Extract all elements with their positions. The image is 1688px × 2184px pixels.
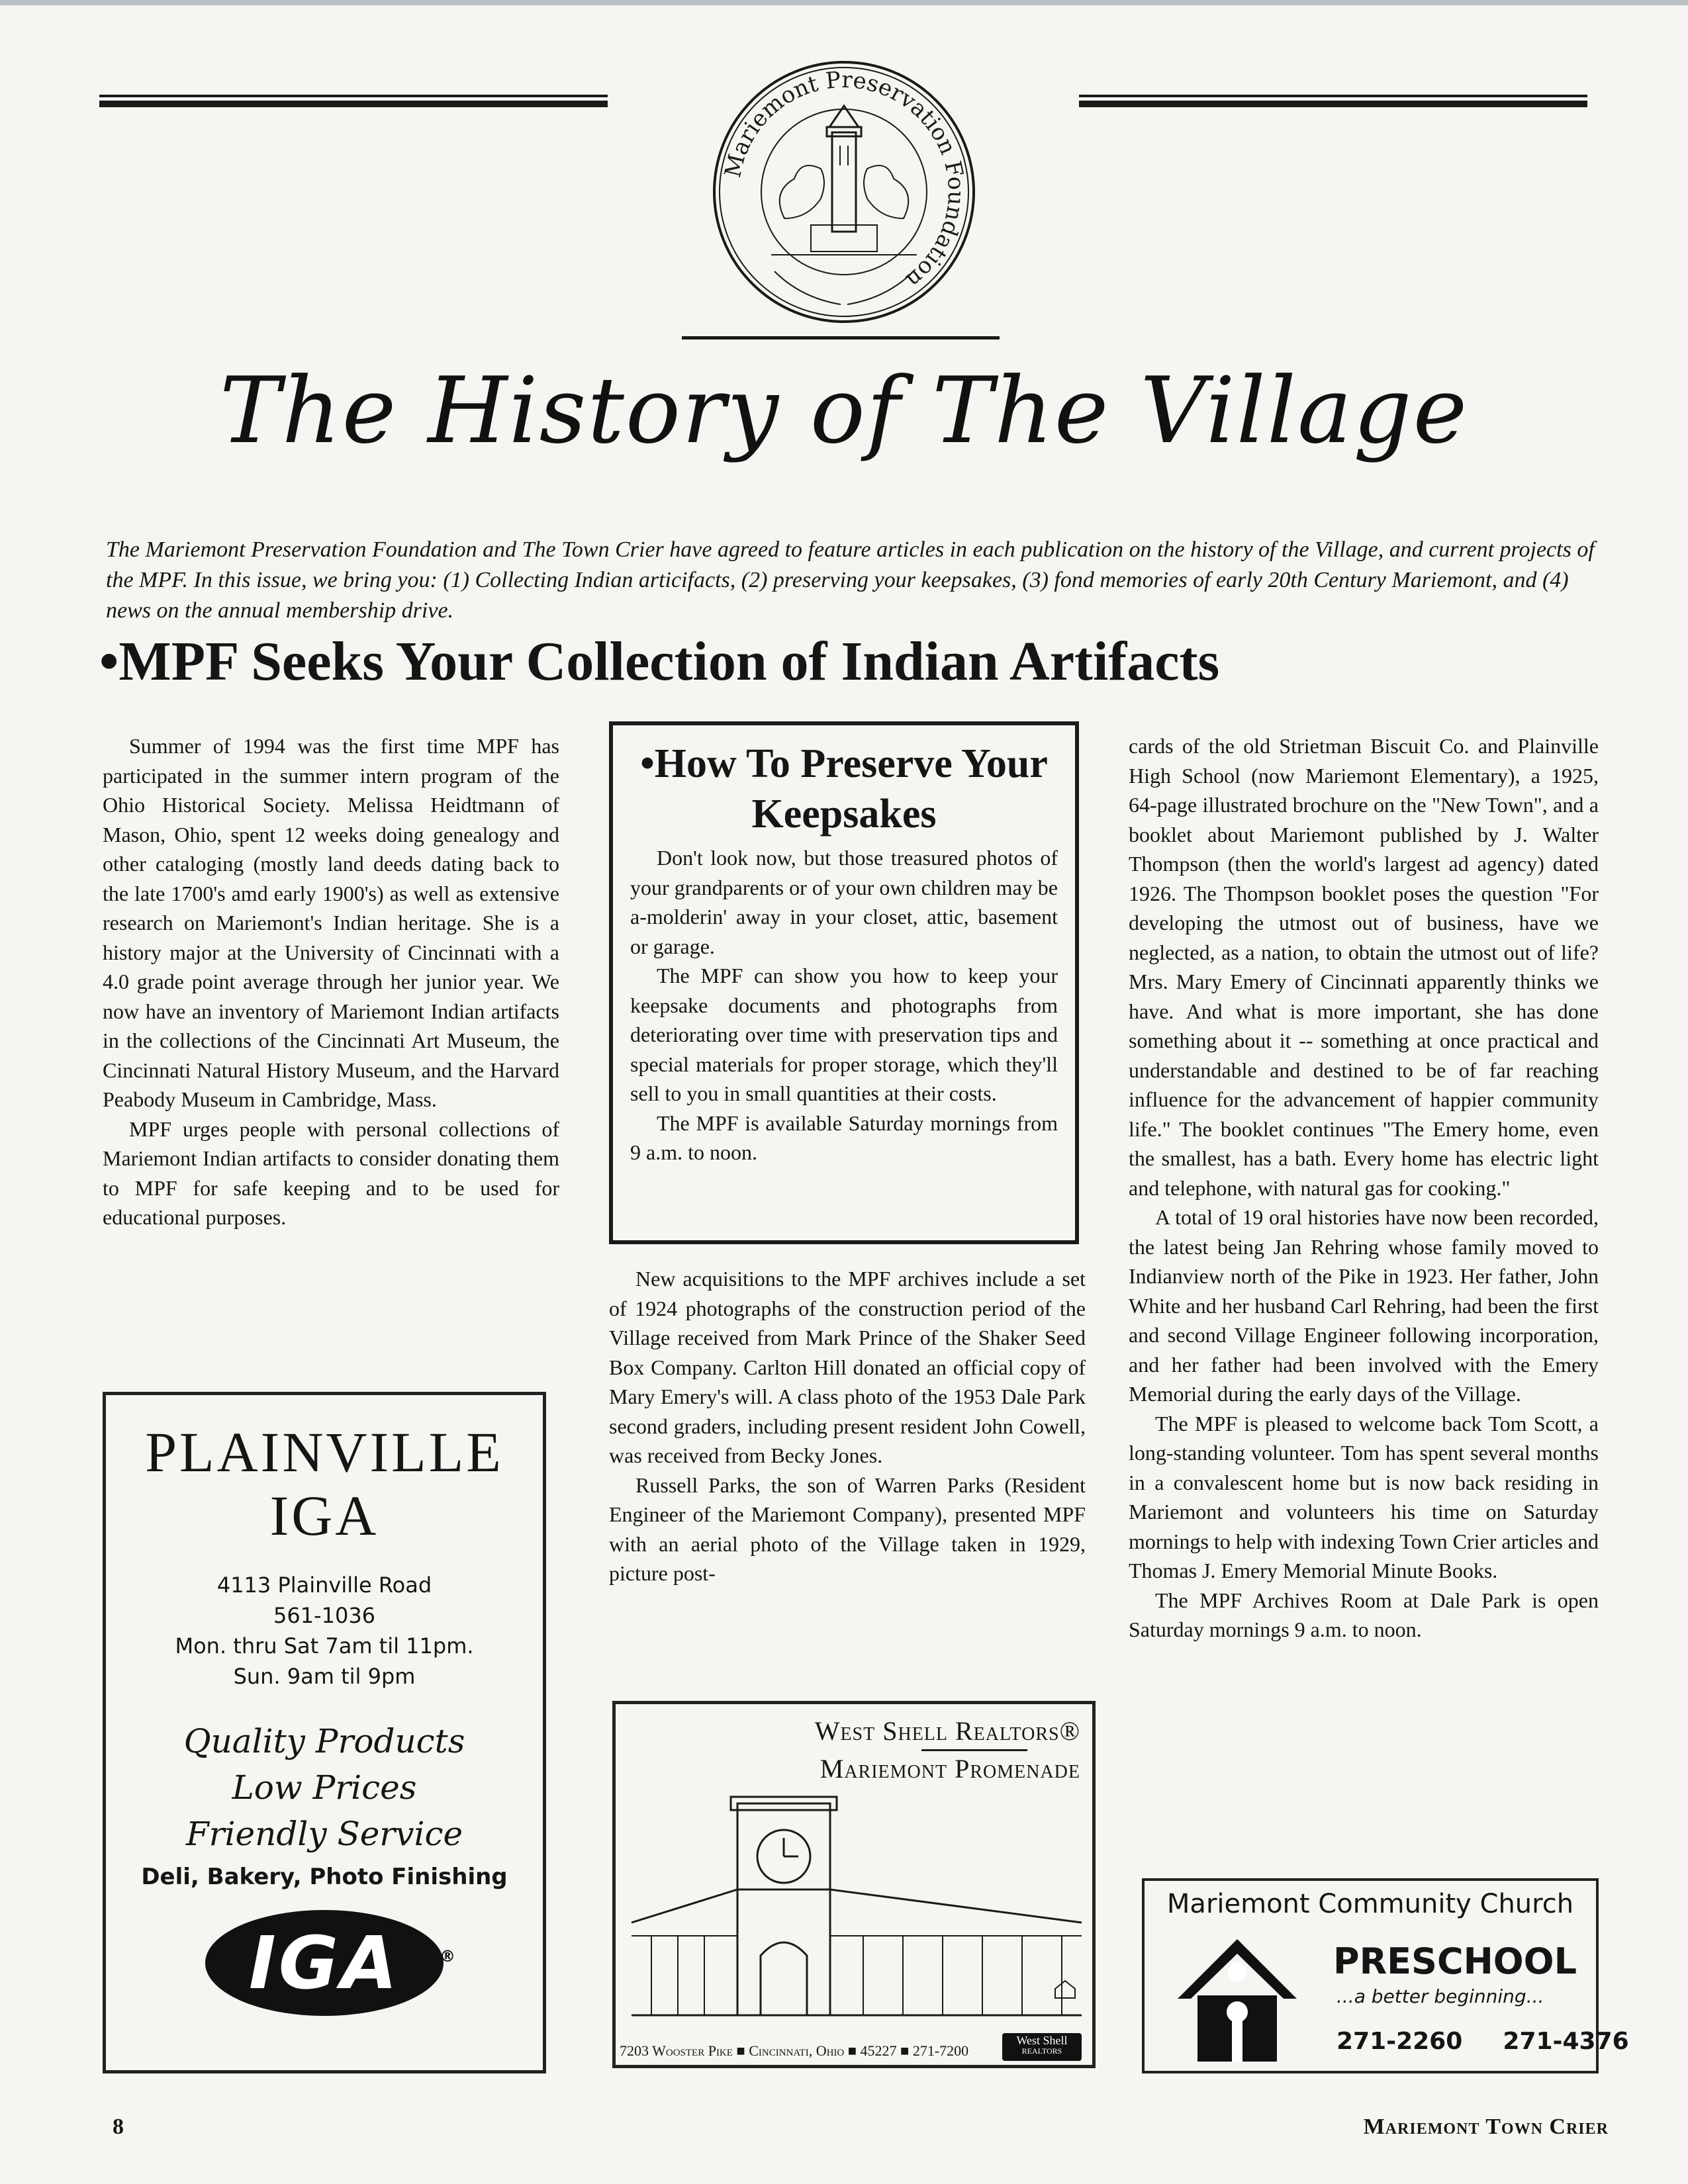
- church-phone: 271-2260: [1336, 2028, 1463, 2055]
- intro-paragraph: The Mariemont Preservation Foundation and The Town Crier have agreed to feature articles in each publication on the history of the Village, and current projects of the MPF. In this issue, we bring you: (1) Collecting Indian articifacts, (2) preserving your keepsakes, (3) fond memories of early 20th Century Mariemont, and (4) news on the annual membership drive.: [106, 537, 1595, 623]
- preschool-tagline: ...a better beginning...: [1336, 1985, 1544, 2007]
- ad-slogan: Quality Products: [183, 1722, 465, 1760]
- seal-text: Mariemont Preservation Foundation: [720, 66, 970, 294]
- ws-company: West Shell Realtors®: [814, 1716, 1080, 1746]
- ws-heading: [815, 1716, 1080, 1784]
- column-1: [103, 731, 559, 1232]
- page-number: 8: [113, 2115, 124, 2139]
- svg-text:Mariemont Preservation Foundat: [720, 67, 969, 293]
- ad-slogan: Friendly Service: [185, 1815, 463, 1853]
- ws-divider: [921, 1749, 1027, 1751]
- iga-logo: [205, 1910, 458, 2016]
- header-rule-right-top: [1079, 95, 1587, 97]
- ws-badge-name: West Shell: [1016, 2034, 1068, 2047]
- plainville-iga-ad: [103, 1392, 546, 2073]
- iga-logo-text: IGA: [248, 1921, 400, 2005]
- mpf-seal-logo: [712, 60, 976, 324]
- header-rule-right-bottom: [1079, 101, 1587, 107]
- ad-phone: 561-1036: [273, 1603, 376, 1628]
- ws-address: 7203 Wooster Pike ■ Cincinnati, Ohio ■ 45227 ■ 271-7200: [620, 2042, 969, 2059]
- seal-underline: [682, 336, 1000, 340]
- ad-store-name: PLAINVILLE: [145, 1420, 504, 1484]
- box-paragraph: The MPF is available Saturday mornings from 9 a.m. to noon.: [630, 1111, 1058, 1164]
- ad-slogan: Low Prices: [232, 1768, 417, 1807]
- ad-store-sub: IGA: [269, 1484, 379, 1547]
- page-title: The History of The Village: [219, 357, 1469, 464]
- box-title: •How To Preserve Your Keepsakes: [640, 741, 1048, 837]
- ad-hours: Mon. thru Sat 7am til 11pm.: [175, 1633, 474, 1659]
- church-name: Mariemont Community Church: [1166, 1889, 1574, 1919]
- publication-name: Mariemont Town Crier: [1363, 2115, 1609, 2139]
- west-shell-realtors-ad: [612, 1701, 1096, 2068]
- page-edge: [0, 0, 1688, 5]
- col3-paragraph: The MPF is pleased to welcome back Tom Scott, a long-standing volunteer. Tom has spent several months in a convalescent home but is now back residing in Mariemont and volunteers his time on Saturday mornings to help with indexing Town Crier articles and Thomas J. Emery Memorial Minute Books.: [1129, 1411, 1599, 1582]
- schoolhouse-icon: [1171, 1933, 1303, 2065]
- ad-services: Deli, Bakery, Photo Finishing: [141, 1864, 508, 1890]
- col2-paragraph: Russell Parks, the son of Warren Parks (Resident Engineer of the Mariemont Company), presented MPF with an aerial photo of the Village taken in 1929, picture post-: [609, 1473, 1086, 1585]
- church-phone: 271-4376: [1503, 2028, 1629, 2055]
- church-phones: [1336, 2028, 1629, 2055]
- header-rule-left-top: [99, 95, 608, 97]
- box-body: [630, 843, 1058, 1167]
- column-2: [609, 1264, 1086, 1588]
- column-3: [1129, 731, 1599, 1645]
- col3-paragraph: The MPF Archives Room at Dale Park is open Saturday mornings 9 a.m. to noon.: [1129, 1588, 1599, 1641]
- ad-address: 4113 Plainville Road: [216, 1572, 432, 1598]
- ws-location: Mariemont Promenade: [820, 1754, 1080, 1784]
- church-preschool-ad: [1142, 1878, 1629, 2073]
- box-paragraph: Don't look now, but those treasured photos of your grandparents or of your own children may be a-molderin' away in your closet, attic, basement or garage.: [630, 846, 1058, 958]
- iga-logo-mark: ®: [440, 1947, 458, 1966]
- col2-paragraph: New acquisitions to the MPF archives include a set of 1924 photographs of the construction period of the Village received from Mark Prince of the Shaker Seed Box Company. Carlton Hill donated an official copy of Mary Emery's will. A class photo of the 1953 Dale Park second graders, including present resident John Cowell, was received from Becky Jones.: [609, 1267, 1086, 1467]
- ad-hours: Sun. 9am til 9pm: [233, 1664, 416, 1689]
- col1-paragraph: MPF urges people with personal collections of Mariemont Indian artifacts to consider donating them to MPF for safe keeping and to be used for educational purposes.: [103, 1116, 559, 1229]
- preserve-keepsakes-box: [609, 721, 1079, 1244]
- article-headline: •MPF Seeks Your Collection of Indian Artifacts: [99, 631, 1220, 692]
- col3-paragraph: A total of 19 oral histories have now been recorded, the latest being Jan Rehring whose family moved to Indianview north of the Pike in 1923. Her father, John White and her husband Carl Rehring, had been the first and second Village Engineer following incorporation, and her father had been involved with the Emery Memorial during the early days of the Village.: [1129, 1205, 1599, 1406]
- ws-logo-badge: [1002, 2033, 1082, 2061]
- ws-badge-sub: REALTORS: [1021, 2046, 1062, 2056]
- col1-paragraph: Summer of 1994 was the first time MPF has participated in the summer intern program of the Ohio Historical Society. Melissa Heidtmann of Mason, Ohio, spent 12 weeks doing genealogy and other cataloging (mostly land deeds dating back to the late 1700's amd early 1900's) as well as extensive research on Mariemont's Indian heritage. She is a history major at the University of Cincinnati with a 4.0 grade point average through her junior year. We now have an inventory of Mariemont Indian artifacts in the collections of the Cincinnati Art Museum, the Cincinnati Natural History Museum, and the Harvard Peabody Museum in Cambridge, Mass.: [103, 734, 559, 1111]
- header-rule-left-bottom: [99, 101, 608, 107]
- preschool-label: PRESCHOOL: [1333, 1940, 1577, 1982]
- col3-paragraph: cards of the old Strietman Biscuit Co. and Plainville High School (now Mariemont Elementary), a 1925, 64-page illustrated brochure on the "New Town", and a booklet about Mariemont published by J. Walter Thompson (then the world's largest ad agency) dated 1926. The Thompson booklet poses the question "For developing the utmost out of business, have we neglected, as a nation, to obtain the utmost out of life? Mrs. Mary Emery of Cincinnati apparently thinks we have. And what is more important, she has done something about it -- something at once practical and understandable and destined to be of far reaching influence for the advancement of happier community life." The booklet continues "The Emery home, even the smallest, has a bath. Every home has electric light and telephone, with natural gas for cooking.": [1129, 734, 1599, 1200]
- box-paragraph: The MPF can show you how to keep your keepsake documents and photographs from deteriorating over time with preservation tips and special materials for proper storage, which they'll sell to you in small quantities at their costs.: [630, 964, 1058, 1105]
- promenade-drawing: [625, 1790, 1088, 2028]
